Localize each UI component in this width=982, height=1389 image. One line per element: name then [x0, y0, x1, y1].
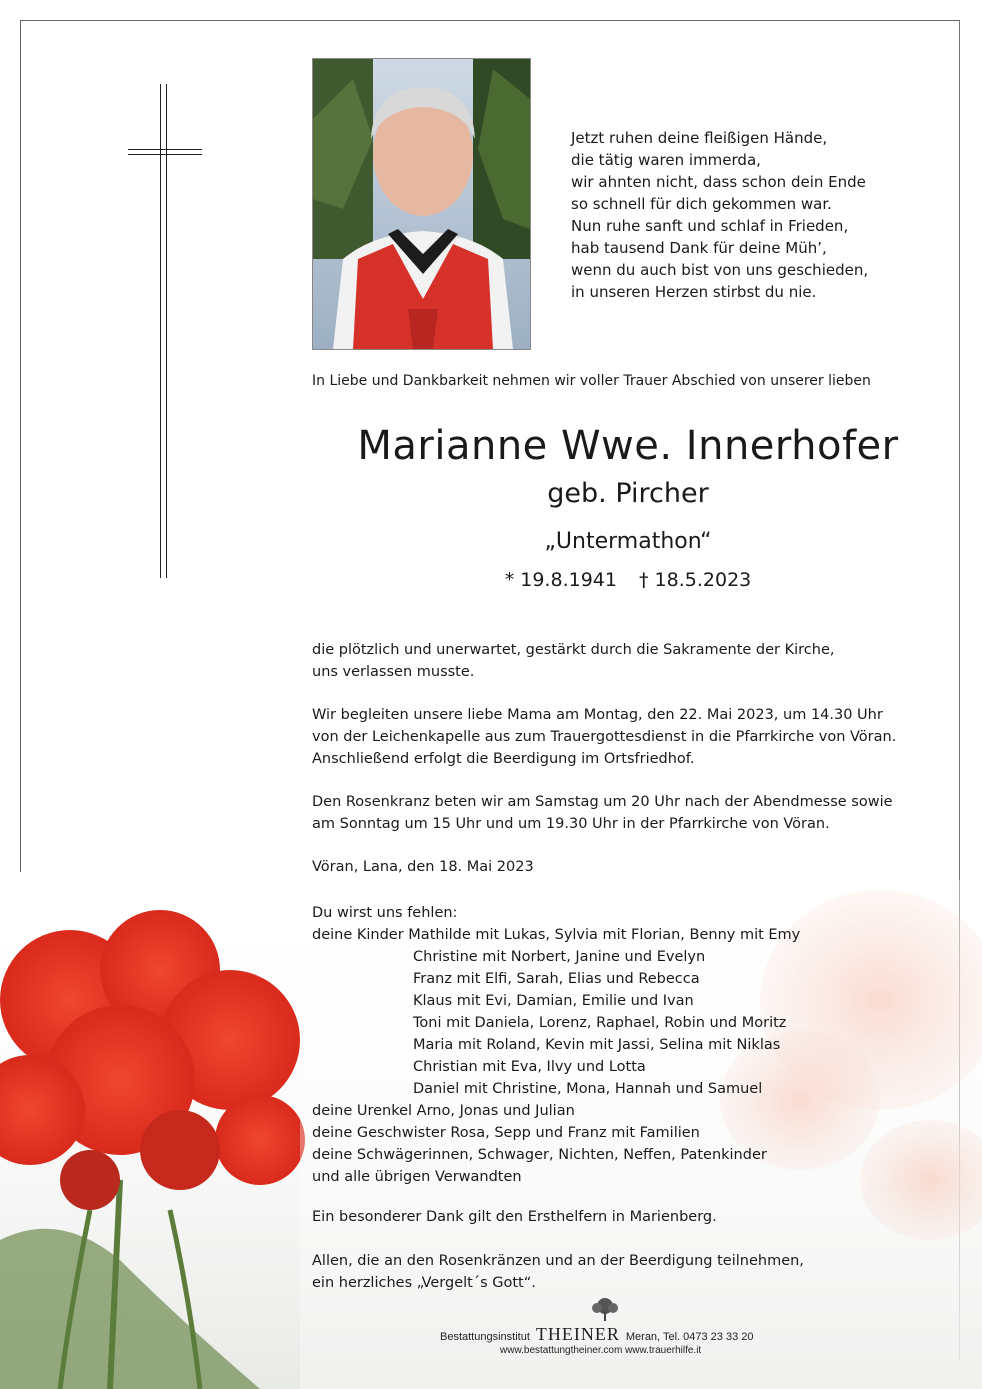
portrait-photo — [312, 58, 531, 350]
family-list — [312, 902, 800, 1188]
funeral-line: Wir begleiten unsere liebe Mama am Montag, den 22. Mai 2023, um 14.30 Uhr — [312, 707, 883, 723]
footer-web[interactable]: www.bestattungtheiner.com www.trauerhilfe.it — [500, 1345, 702, 1356]
intro-text: In Liebe und Dankbarkeit nehmen wir voller Trauer Abschied von unserer lieben — [312, 373, 871, 389]
family-line: Christine mit Norbert, Janine und Evelyn — [413, 949, 706, 965]
poem-line: hab tausend Dank für deine Müh’, — [571, 239, 827, 257]
family-line: Christian mit Eva, Ilvy und Lotta — [413, 1059, 646, 1075]
closing-text — [312, 1250, 804, 1294]
family-line: Klaus mit Evi, Damian, Emilie und Ivan — [413, 993, 694, 1009]
passing-line: uns verlassen musste. — [312, 664, 475, 680]
poem-line: die tätig waren immerda, — [571, 151, 761, 169]
place-date: Vöran, Lana, den 18. Mai 2023 — [312, 859, 534, 875]
thanks-text: Ein besonderer Dank gilt den Ersthelfern in Marienberg. — [312, 1209, 717, 1225]
family-line: Toni mit Daniela, Lorenz, Raphael, Robin und Moritz — [413, 1015, 787, 1031]
frame-border-top — [20, 20, 960, 21]
funeral-text — [312, 704, 896, 770]
funeral-line: Anschließend erfolgt die Beerdigung im Ortsfriedhof. — [312, 751, 695, 767]
footer-contact: Meran, Tel. 0473 23 33 20 — [625, 1331, 754, 1343]
family-line: Maria mit Roland, Kevin mit Jassi, Selina mit Niklas — [413, 1037, 781, 1053]
family-line: deine Kinder Mathilde mit Lukas, Sylvia mit Florian, Benny mit Emy — [312, 927, 801, 943]
funeral-home-footer — [440, 1295, 800, 1365]
poem-line: Nun ruhe sanft und schlaf in Frieden, — [571, 217, 849, 235]
poem-line: wenn du auch bist von uns geschieden, — [571, 261, 869, 279]
poem — [571, 127, 868, 303]
poem-line: in unseren Herzen stirbst du nie. — [571, 283, 817, 301]
family-line: deine Schwägerinnen, Schwager, Nichten, Neffen, Patenkinder — [312, 1147, 767, 1163]
family-line: und alle übrigen Verwandten — [312, 1169, 522, 1185]
family-line: deine Urenkel Arno, Jonas und Julian — [312, 1103, 575, 1119]
poem-line: Jetzt ruhen deine fleißigen Hände, — [571, 129, 828, 147]
family-heading: Du wirst uns fehlen: — [312, 905, 458, 921]
death-date: † 18.5.2023 — [639, 569, 752, 591]
footer-institute: Bestattungsinstitut — [440, 1331, 530, 1343]
passing-line: die plötzlich und unerwartet, gestärkt durch die Sakramente der Kirche, — [312, 642, 835, 658]
family-line: Daniel mit Christine, Mona, Hannah und Samuel — [413, 1081, 763, 1097]
passing-text — [312, 639, 835, 683]
tree-logo-icon — [585, 1297, 625, 1321]
footer-line — [440, 1324, 800, 1345]
life-dates — [300, 569, 956, 591]
rosary-line: am Sonntag um 15 Uhr und um 19.30 Uhr in der Pfarrkirche von Vöran. — [312, 816, 830, 832]
poem-line: wir ahnten nicht, dass schon dein Ende — [571, 173, 866, 191]
frame-border-left — [20, 20, 21, 872]
funeral-line: von der Leichenkapelle aus zum Trauergottesdienst in die Pfarrkirche von Vöran. — [312, 729, 897, 745]
birth-name: geb. Pircher — [547, 478, 709, 509]
birth-date: * 19.8.1941 — [504, 569, 617, 591]
closing-line: Allen, die an den Rosenkränzen und an der Beerdigung teilnehmen, — [312, 1253, 804, 1269]
poem-line: so schnell für dich gekommen war. — [571, 195, 832, 213]
rosary-text — [312, 791, 893, 835]
family-line: Franz mit Elfi, Sarah, Elias und Rebecca — [413, 971, 700, 987]
family-line: deine Geschwister Rosa, Sepp und Franz mit Familien — [312, 1125, 700, 1141]
rosary-line: Den Rosenkranz beten wir am Samstag um 20 Uhr nach der Abendmesse sowie — [312, 794, 893, 810]
closing-line: ein herzliches „Vergelt´s Gott“. — [312, 1275, 536, 1291]
footer-brand: THEINER — [535, 1324, 620, 1344]
deceased-name: Marianne Wwe. Innerhofer — [357, 423, 899, 469]
nickname: „Untermathon“ — [544, 529, 712, 554]
